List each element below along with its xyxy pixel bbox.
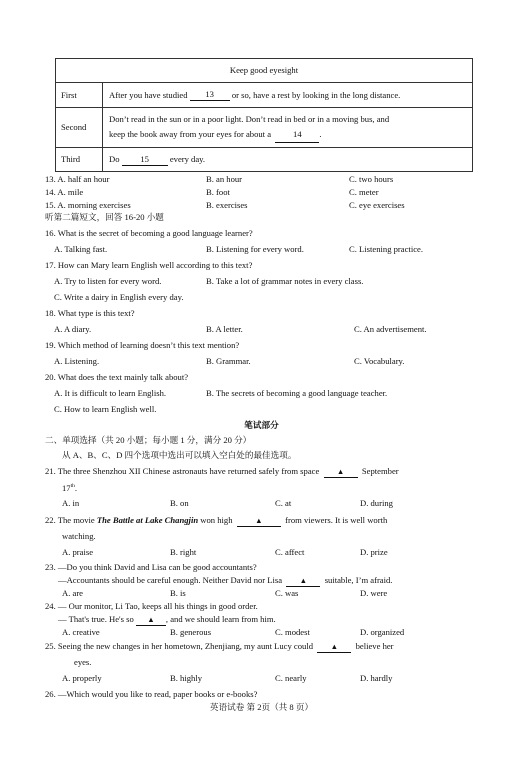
- row-text: Don’t read in the sun or in a poor light. Don’t read in bed or in a moving bus, and keep the book away from your eyes for about a 14 .: [103, 108, 472, 147]
- page-footer: 英语试卷 第 2页（共 8 页）: [209, 702, 314, 712]
- q16-stem: 16. What is the secret of becoming a good language learner?: [45, 228, 253, 238]
- q23-option-b: B. is: [170, 588, 186, 598]
- q17-option-c: C. Write a dairy in English every day.: [54, 292, 184, 302]
- q23-option-c: C. was: [275, 588, 299, 598]
- q23-line2: —Accountants should be careful enough. Neither David nor Lisa ▲ suitable, I’m afraid.: [58, 575, 393, 585]
- q20-option-a: A. It is difficult to learn English.: [54, 388, 167, 398]
- listening-instruction: 听第二篇短文，回答 16-20 小题: [45, 212, 164, 222]
- written-section-title: 笔试部分: [244, 420, 279, 430]
- q19-option-a: A. Listening.: [54, 356, 100, 366]
- blank-13: 13: [190, 89, 230, 101]
- q20-option-b: B. The secrets of becoming a good language teacher.: [206, 388, 388, 398]
- q19-stem: 19. Which method of learning doesn’t this text mention?: [45, 340, 240, 350]
- q18-option-a: A. A diary.: [54, 324, 92, 334]
- table-row-second: [56, 108, 472, 148]
- q25-option-b: B. highly: [170, 673, 202, 683]
- q17-stem: 17. How can Mary learn English well according to this text?: [45, 260, 253, 270]
- answer-blank: ▲: [286, 575, 320, 587]
- q16-option-b: B. Listening for every word.: [206, 244, 304, 254]
- table-header-row: [56, 59, 472, 83]
- answer-blank: ▲: [136, 614, 166, 626]
- q22-option-a: A. praise: [62, 547, 94, 557]
- q13-option-c: C. two hours: [349, 174, 394, 184]
- q21-option-d: D. during: [360, 498, 393, 508]
- q23-line1: 23. —Do you think David and Lisa can be good accountants?: [45, 562, 257, 572]
- q13-option-a: 13. A. half an hour: [45, 174, 110, 184]
- q25-option-d: D. hardly: [360, 673, 393, 683]
- answer-blank: ▲: [237, 515, 281, 527]
- q21-option-c: C. at: [275, 498, 292, 508]
- q15-option-c: C. eye exercises: [349, 200, 405, 210]
- q25-stem: 25. Seeing the new changes in her hometown, Zhenjiang, my aunt Lucy could ▲ believe her: [45, 641, 394, 651]
- row-text: Do 15 every day.: [109, 153, 206, 164]
- q16-option-c: C. Listening practice.: [349, 244, 423, 254]
- q23-option-a: A. are: [62, 588, 83, 598]
- q14-option-b: B. foot: [206, 187, 230, 197]
- q24-option-a: A. creative: [62, 627, 100, 637]
- q18-option-c: C. An advertisement.: [354, 324, 427, 334]
- q22-option-d: D. prize: [360, 547, 388, 557]
- section-2-instruction: 从 A、B、C、D 四个选项中选出可以填入空白处的最佳选项。: [62, 450, 297, 460]
- q14-option-a: 14. A. mile: [45, 187, 84, 197]
- q21-option-b: B. on: [170, 498, 189, 508]
- q22-stem: 22. The movie The Battle at Lake Changjin won high ▲ from viewers. It is well worth: [45, 515, 388, 525]
- q20-stem: 20. What does the text mainly talk about?: [45, 372, 189, 382]
- blank-14: 14: [275, 127, 319, 143]
- q21-stem: 21. The three Shenzhou XII Chinese astronauts have returned safely from space ▲ September: [45, 466, 399, 476]
- q24-line2: — That's true. He's so ▲ , and we should learn from him.: [58, 614, 276, 624]
- answer-blank: ▲: [324, 466, 358, 478]
- row-label: Third: [56, 148, 103, 171]
- q25-option-a: A. properly: [62, 673, 102, 683]
- q13-option-b: B. an hour: [206, 174, 243, 184]
- q24-option-b: B. generous: [170, 627, 212, 637]
- q25-option-c: C. nearly: [275, 673, 307, 683]
- q15-option-a: 15. A. morning exercises: [45, 200, 131, 210]
- table-row-third: [56, 148, 472, 171]
- section-2-heading: 二、单项选择（共 20 小题；每小题 1 分，满分 20 分）: [45, 435, 252, 445]
- q21-stem-cont: 17th.: [62, 482, 78, 493]
- row-label: Second: [56, 108, 103, 147]
- q19-option-c: C. Vocabulary.: [354, 356, 405, 366]
- q25-stem-cont: eyes.: [74, 657, 92, 667]
- q22-stem-cont: watching.: [62, 531, 96, 541]
- q17-option-a: A. Try to listen for every word.: [54, 276, 162, 286]
- answer-blank: ▲: [317, 641, 351, 653]
- q26-stem: 26. —Which would you like to read, paper books or e-books?: [45, 689, 258, 699]
- eyesight-table: [55, 58, 473, 172]
- q24-option-d: D. organized: [360, 627, 405, 637]
- q18-option-b: B. A letter.: [206, 324, 243, 334]
- movie-title: The Battle at Lake Changjin: [96, 515, 199, 525]
- row-label: First: [56, 83, 103, 107]
- table-header: Keep good eyesight: [229, 65, 299, 75]
- q20-option-c: C. How to learn English well.: [54, 404, 157, 414]
- q18-stem: 18. What type is this text?: [45, 308, 135, 318]
- table-row-first: [56, 83, 472, 108]
- q15-option-b: B. exercises: [206, 200, 248, 210]
- q24-line1: 24. — Our monitor, Li Tao, keeps all his things in good order.: [45, 601, 258, 611]
- q19-option-b: B. Grammar.: [206, 356, 251, 366]
- q23-option-d: D. were: [360, 588, 388, 598]
- row-text: After you have studied 13 or so, have a rest by looking in the long distance.: [109, 89, 401, 100]
- q21-option-a: A. in: [62, 498, 80, 508]
- q17-option-b: B. Take a lot of grammar notes in every class.: [206, 276, 364, 286]
- q14-option-c: C. meter: [349, 187, 379, 197]
- blank-15: 15: [122, 154, 168, 166]
- q24-option-c: C. modest: [275, 627, 310, 637]
- q16-option-a: A. Talking fast.: [54, 244, 108, 254]
- q22-option-b: B. right: [170, 547, 197, 557]
- q22-option-c: C. affect: [275, 547, 305, 557]
